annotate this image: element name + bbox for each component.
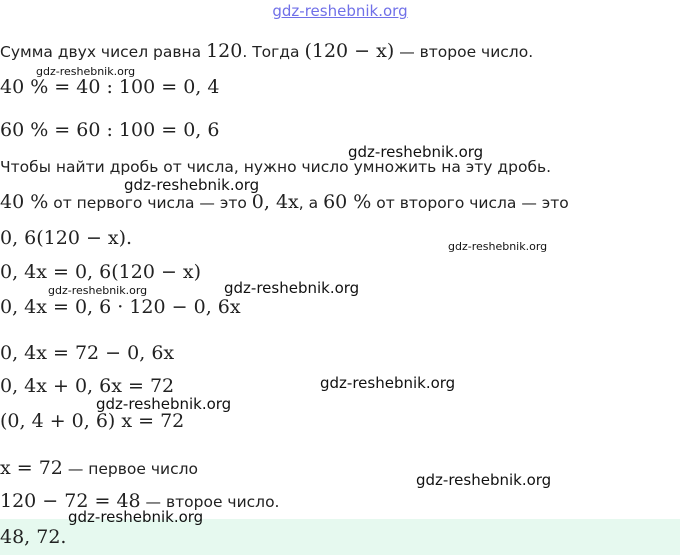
watermark: gdz-reshebnik.org: [96, 395, 232, 413]
watermark: gdz-reshebnik.org: [320, 374, 456, 392]
math-segment: 0, 4x: [251, 191, 299, 213]
text-segment: , а: [298, 194, 324, 212]
text-segment: . Тогда: [242, 43, 305, 61]
text-segment: от второго числа — это: [371, 194, 569, 212]
math-segment: 60 %: [323, 191, 372, 213]
watermark: gdz-reshebnik.org: [224, 279, 360, 297]
line-first-number: [0, 457, 198, 479]
watermark: gdz-reshebnik.org: [124, 176, 260, 194]
site-watermark-header[interactable]: gdz-reshebnik.org: [272, 2, 408, 20]
math-segment: 40 %: [0, 191, 49, 213]
equation-40-percent: 40 % = 40 : 100 = 0, 4: [0, 76, 220, 98]
watermark: gdz-reshebnik.org: [36, 65, 136, 78]
math-segment: (120 − x): [304, 40, 395, 62]
equation-60-percent: 60 % = 60 : 100 = 0, 6: [0, 119, 220, 141]
text-segment: Сумма двух чисел равна: [0, 43, 207, 61]
text-segment: — первое число: [62, 460, 198, 478]
rule-statement: Чтобы найти дробь от числа, нужно число умножить на эту дробь.: [0, 158, 552, 176]
watermark: gdz-reshebnik.org: [68, 508, 204, 526]
watermark: gdz-reshebnik.org: [48, 284, 148, 297]
text-segment: — второе число.: [394, 43, 534, 61]
equation-collect: 0, 4x + 0, 6x = 72: [0, 375, 175, 397]
text-segment: от первого числа — это: [48, 194, 252, 212]
equation-factor: (0, 4 + 0, 6) x = 72: [0, 410, 185, 432]
expression-second-part: 0, 6(120 − x).: [0, 227, 133, 249]
watermark: gdz-reshebnik.org: [348, 143, 484, 161]
watermark: gdz-reshebnik.org: [416, 471, 552, 489]
line-sum-statement: [0, 40, 533, 62]
text-segment: — второе число.: [140, 493, 280, 511]
math-segment: 120 − 72 = 48: [0, 490, 141, 512]
equation-simplify: 0, 4x = 72 − 0, 6x: [0, 342, 175, 364]
watermark: gdz-reshebnik.org: [448, 240, 548, 253]
equation-setup: 0, 4x = 0, 6(120 − x): [0, 261, 202, 283]
final-answer: 48, 72.: [0, 526, 67, 548]
equation-expand: 0, 4x = 0, 6 · 120 − 0, 6x: [0, 296, 241, 318]
line-parts-statement: [0, 191, 569, 213]
math-segment: 120: [206, 40, 243, 62]
math-segment: x = 72: [0, 457, 63, 479]
